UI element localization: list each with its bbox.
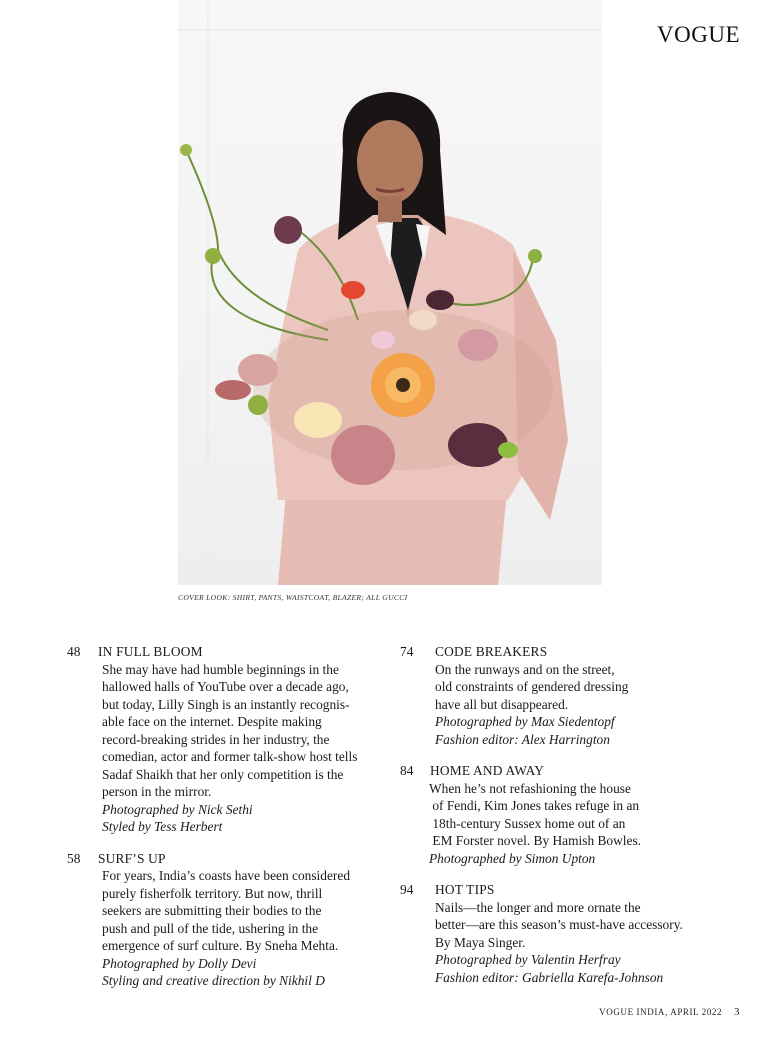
contents-right-column bbox=[400, 643, 720, 1000]
entry-text-line: old constraints of gendered dressing bbox=[435, 679, 629, 694]
entry-credit: Photographed by Valentin Herfray bbox=[435, 952, 621, 967]
entry-credit: Photographed by Simon Upton bbox=[429, 850, 596, 866]
contents-entry-58[interactable] bbox=[67, 850, 387, 990]
entry-credit: Styling and creative direction by Nikhil D bbox=[102, 973, 325, 988]
entry-credit: Fashion editor: Gabriella Karefa-Johnson bbox=[435, 969, 664, 985]
entry-body bbox=[435, 899, 720, 987]
entry-text-line: By Maya Singer. bbox=[435, 934, 526, 950]
entry-text-line: Nails—the longer and more ornate the bbox=[435, 899, 641, 915]
cover-photo bbox=[178, 0, 602, 585]
entry-text-line: 18th-century Sussex home out of an bbox=[429, 815, 626, 831]
entry-text-line: For years, India’s coasts have been considered bbox=[102, 868, 351, 883]
entry-credit: Photographed by Max Siedentopf bbox=[435, 714, 615, 729]
entry-credit: Styled by Tess Herbert bbox=[102, 819, 223, 834]
entry-body bbox=[435, 661, 720, 749]
contents-left-column bbox=[67, 643, 387, 1004]
entry-text-line: She may have had humble beginnings in the bbox=[102, 661, 339, 677]
entry-title: CODE BREAKERS bbox=[435, 644, 548, 659]
entry-text-line: push and pull of the tide, ushering in the bbox=[102, 920, 319, 936]
contents-entry-84[interactable] bbox=[400, 762, 720, 867]
entry-text-line: able face on the internet. Despite making bbox=[102, 714, 322, 729]
entry-title: HOT TIPS bbox=[435, 882, 495, 897]
entry-credit: Fashion editor: Alex Harrington bbox=[435, 731, 610, 747]
entry-text-line: EM Forster novel. By Hamish Bowles. bbox=[429, 833, 642, 848]
entry-body bbox=[102, 661, 387, 836]
entry-title: SURF’S UP bbox=[98, 850, 166, 866]
entry-text-line: of Fendi, Kim Jones takes refuge in an bbox=[429, 798, 640, 813]
contents-entry-94[interactable] bbox=[400, 881, 720, 986]
page-footer bbox=[599, 1007, 740, 1018]
entry-page-number: 84 bbox=[400, 763, 414, 778]
entry-text-line: purely fisherfolk territory. But now, thrill bbox=[102, 885, 323, 901]
contents-entry-48[interactable] bbox=[67, 643, 387, 836]
entry-title: HOME AND AWAY bbox=[430, 763, 545, 778]
entry-title: IN FULL BLOOM bbox=[98, 644, 203, 659]
entry-body bbox=[429, 780, 720, 868]
entry-text-line: On the runways and on the street, bbox=[435, 661, 615, 677]
contents-entry-74[interactable] bbox=[400, 643, 720, 748]
entry-credit: Photographed by Dolly Devi bbox=[102, 955, 257, 971]
entry-text-line: seekers are submitting their bodies to the bbox=[102, 903, 322, 918]
entry-text-line: hallowed halls of YouTube over a decade ago, bbox=[102, 679, 349, 694]
cover-caption: COVER LOOK: SHIRT, PANTS, WAISTCOAT, BLAZER; ALL GUCCI bbox=[178, 593, 408, 602]
entry-body bbox=[102, 867, 387, 990]
page-number: 3 bbox=[734, 1007, 740, 1018]
entry-text-line: emergence of surf culture. By Sneha Mehta. bbox=[102, 938, 339, 953]
entry-text-line: record-breaking strides in her industry, the bbox=[102, 731, 330, 747]
entry-text-line: When he’s not refashioning the house bbox=[429, 780, 631, 796]
entry-text-line: Sadaf Shaikh that her only competition is the bbox=[102, 766, 344, 782]
entry-text-line: but today, Lilly Singh is an instantly recognis- bbox=[102, 696, 350, 712]
entry-page-number: 94 bbox=[400, 882, 414, 897]
vogue-logo: VOGUE bbox=[657, 22, 740, 47]
entry-text-line: person in the mirror. bbox=[102, 784, 212, 799]
entry-text-line: better—are this season’s must-have accessory. bbox=[435, 917, 683, 932]
entry-text-line: comedian, actor and former talk-show host tells bbox=[102, 749, 358, 764]
entry-page-number: 58 bbox=[67, 850, 81, 866]
entry-page-number: 48 bbox=[67, 644, 81, 659]
issue-label: VOGUE INDIA, APRIL 2022 bbox=[599, 1007, 723, 1017]
entry-credit: Photographed by Nick Sethi bbox=[102, 801, 253, 817]
entry-page-number: 74 bbox=[400, 644, 414, 659]
entry-text-line: have all but disappeared. bbox=[435, 696, 569, 712]
